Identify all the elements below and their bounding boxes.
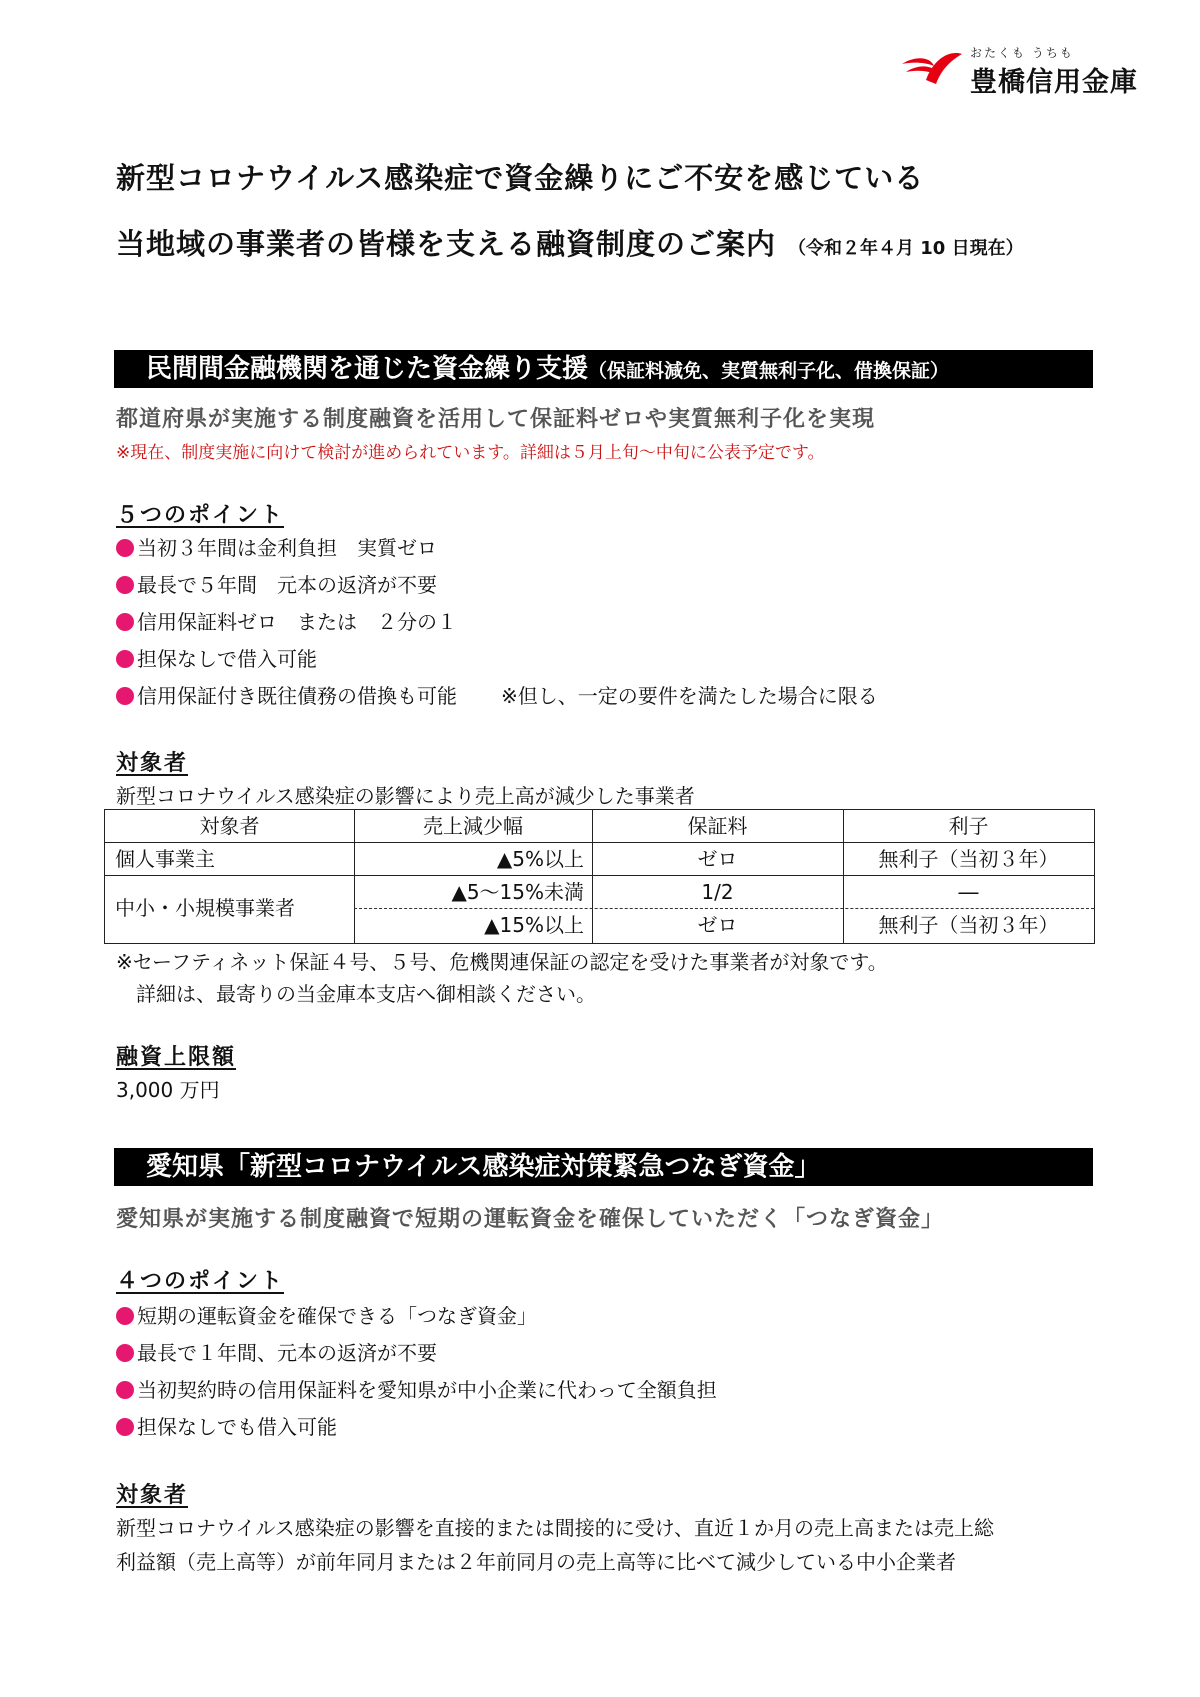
section1-header-bar — [114, 350, 1093, 388]
page-title-line1: 新型コロナウイルス感染症で資金繰りにご不安を感じている — [116, 161, 925, 195]
bullet-icon — [116, 613, 134, 631]
list-item — [116, 1372, 717, 1409]
bullet-icon — [116, 1344, 134, 1362]
list-item — [116, 1409, 717, 1446]
section1-points-heading: ５つのポイント — [116, 503, 285, 528]
bullet-icon — [116, 687, 134, 705]
point-text: 担保なしでも借入可能 — [137, 1415, 337, 1439]
point-text: 当初契約時の信用保証料を愛知県が中小企業に代わって全額負担 — [137, 1378, 717, 1402]
table-header-fee: 保証料 — [687, 814, 748, 838]
safety-net-note-line2: 詳細は、最寄りの当金庫本支店へ御相談ください。 — [116, 982, 596, 1006]
section2-lead: 愛知県が実施する制度融資で短期の運転資金を確保していただく「つなぎ資金」 — [116, 1207, 945, 1232]
page-title-line2 — [116, 222, 1024, 263]
bullet-icon — [116, 539, 134, 557]
safety-net-note-line1: ※セーフティネット保証４号、５号、危機関連保証の認定を受けた事業者が対象です。 — [116, 950, 888, 974]
table-cell-decline: ▲5～15%未満 — [451, 880, 584, 904]
bank-logo-kana: おたくも うちも — [970, 46, 1074, 60]
section2-target-heading: 対象者 — [116, 1483, 189, 1508]
list-item — [116, 641, 878, 678]
section2-target-line2: 利益額（売上高等）が前年同月または２年前同月の売上高等に比べて減少している中小企業者 — [116, 1550, 956, 1574]
table-cell-fee: 1/2 — [701, 880, 734, 904]
table-cell-interest: 無利子（当初３年） — [878, 913, 1059, 937]
table-header-target: 対象者 — [199, 814, 260, 838]
point-text: 最長で５年間 元本の返済が不要 — [137, 573, 437, 597]
list-item — [116, 1335, 717, 1372]
point-text: 短期の運転資金を確保できる「つなぎ資金」 — [137, 1304, 537, 1328]
table-cell-interest: ― — [958, 880, 979, 904]
section2-header-bar — [114, 1148, 1093, 1186]
bank-name: 豊橋信用金庫 — [970, 67, 1138, 98]
eligibility-table — [104, 809, 1095, 944]
list-item — [116, 567, 878, 604]
point-text: 信用保証付き既往債務の借換も可能 — [137, 684, 457, 708]
section1-target-text: 新型コロナウイルス感染症の影響により売上高が減少した事業者 — [116, 784, 695, 808]
table-header-interest: 利子 — [948, 814, 989, 838]
table-header-decline: 売上減少幅 — [423, 814, 523, 838]
table-cell-fee: ゼロ — [697, 847, 738, 871]
point-text: 最長で１年間、元本の返済が不要 — [137, 1341, 437, 1365]
list-item — [116, 530, 878, 567]
section1-lead: 都道府県が実施する制度融資を活用して保証料ゼロや実質無利子化を実現 — [116, 407, 876, 432]
table-cell-target: 中小・小規模事業者 — [115, 896, 295, 920]
table-cell-fee: ゼロ — [697, 913, 738, 937]
section1-note: ※現在、制度実施に向けて検討が進められています。詳細は５月上旬～中旬に公表予定です。 — [116, 443, 825, 463]
section2-points-heading: ４つのポイント — [116, 1269, 285, 1294]
table-cell-interest: 無利子（当初３年） — [878, 847, 1059, 871]
bank-logo — [900, 44, 1140, 98]
table-cell-decline: ▲5%以上 — [496, 847, 584, 871]
as-of-date: （令和２年４月 10 日現在） — [788, 238, 1024, 259]
point-text: 当初３年間は金利負担 実質ゼロ — [137, 536, 437, 560]
bullet-icon — [116, 1307, 134, 1325]
loan-limit-value: 3,000 万円 — [116, 1078, 220, 1102]
table-cell-target: 個人事業主 — [115, 847, 215, 871]
bullet-icon — [116, 650, 134, 668]
point-condition-note: ※但し、一定の要件を満たした場合に限る — [501, 684, 878, 708]
point-text: 担保なしで借入可能 — [137, 647, 317, 671]
loan-limit-heading: 融資上限額 — [116, 1045, 237, 1070]
section1-target-heading: 対象者 — [116, 751, 189, 776]
section1-subtitle: （保証料減免、実質無利子化、借換保証） — [588, 360, 950, 382]
point-text: 信用保証料ゼロ または ２分の１ — [137, 610, 457, 634]
section2-points-list — [116, 1298, 717, 1446]
section2-target-line1: 新型コロナウイルス感染症の影響を直接的または間接的に受け、直近１か月の売上高または売上総 — [116, 1516, 994, 1540]
list-item — [116, 1298, 717, 1335]
section1-points-list — [116, 530, 878, 715]
bullet-icon — [116, 576, 134, 594]
section2-title: 愛知県「新型コロナウイルス感染症対策緊急つなぎ資金」 — [146, 1152, 821, 1182]
page-title-line2-text: 当地域の事業者の皆様を支える融資制度のご案内 — [116, 227, 777, 261]
list-item — [116, 678, 878, 715]
bullet-icon — [116, 1418, 134, 1436]
list-item — [116, 604, 878, 641]
table-cell-decline: ▲15%以上 — [484, 913, 584, 937]
bullet-icon — [116, 1381, 134, 1399]
bank-logo-mark-icon — [900, 50, 964, 86]
section1-title: 民間間金融機関を通じた資金繰り支援 — [146, 354, 589, 384]
